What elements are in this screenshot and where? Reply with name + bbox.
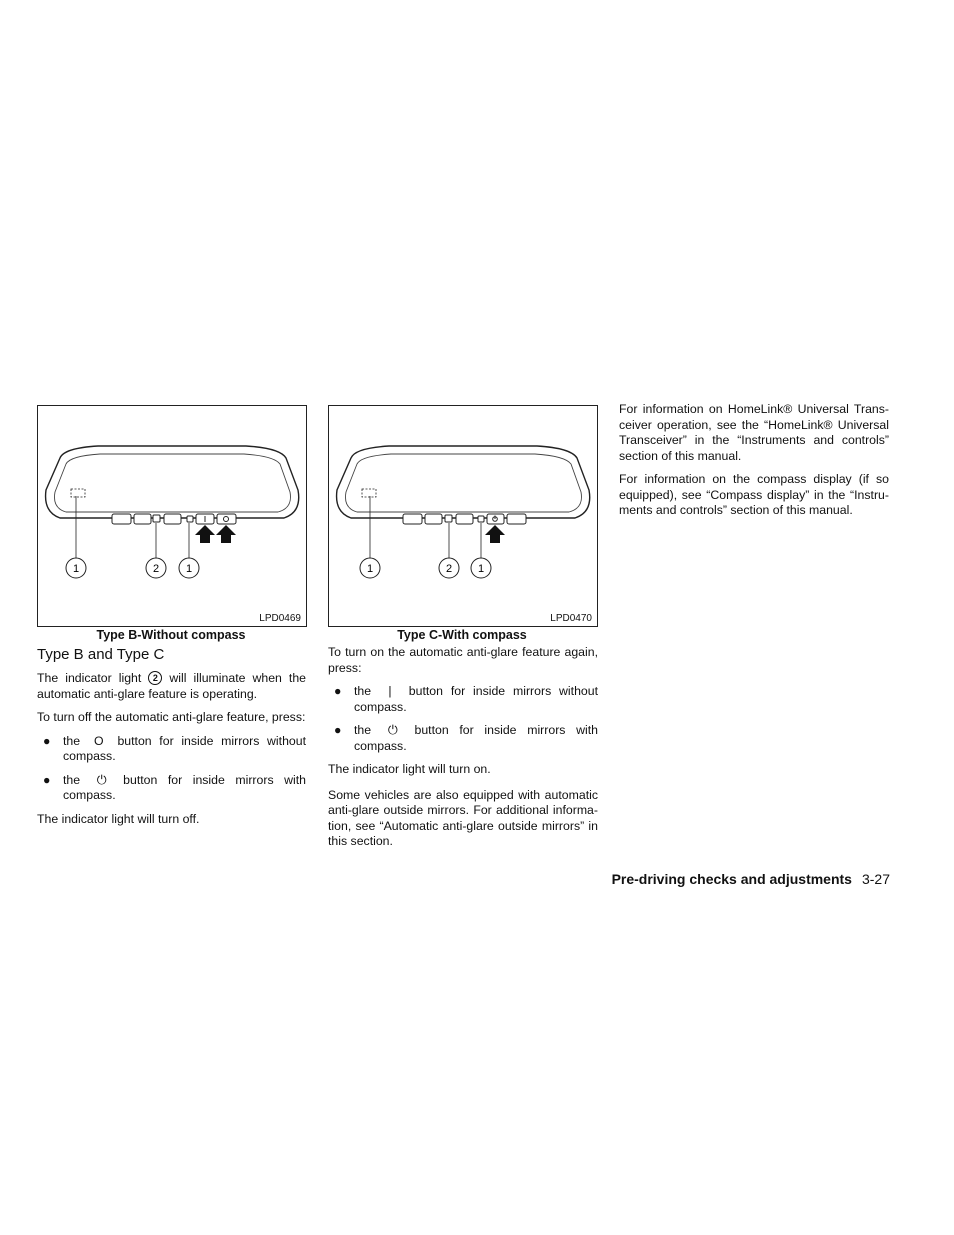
page-footer [612, 871, 890, 887]
bullet-icon: ● [43, 772, 51, 787]
left-column [37, 671, 306, 835]
list-item [37, 773, 306, 804]
bullet-icon: ● [334, 684, 342, 698]
figure-caption: Type C-With compass [397, 628, 527, 642]
paragraph: To turn off the automatic anti-glare feature, press: [37, 710, 306, 724]
right-column [619, 402, 889, 527]
paragraph-text: will illuminate when the automatic anti-glare feature is operating. [37, 671, 307, 701]
list-item-text: the [63, 772, 81, 787]
callout-label: 2 [152, 563, 160, 575]
paragraph: The indicator light will turn on. [328, 762, 491, 776]
list-item [328, 684, 598, 715]
list-item-text: button for inside mirrors without compass. [63, 733, 306, 763]
list-item-text: button for inside mirrors with compass. [63, 772, 306, 802]
bullet-icon: ● [43, 733, 51, 748]
power-button-icon: ⏻ [96, 772, 107, 787]
paragraph: To turn on the automatic anti-glare feature again, press: [328, 645, 598, 675]
paragraph: Some vehicles are also equipped with automatic anti-glare outside mirrors. For additional informa-tion, see “Automatic anti-glare outside mirrors” in this section. [328, 787, 598, 848]
figure-code: LPD0470 [550, 613, 592, 624]
paragraph [37, 671, 306, 702]
section-title: Pre-driving checks and adjustments [611, 871, 852, 887]
callout-label: 2 [445, 563, 453, 575]
list-item [37, 734, 306, 765]
callout-label: 1 [72, 563, 80, 575]
paragraph: For information on the compass display (if so equipped), see “Compass display” in the “Instru-ments and controls” section of this manual. [619, 472, 889, 517]
list-item-text: button for inside mirrors without compass. [354, 684, 599, 714]
page-number: 3-27 [861, 871, 890, 887]
list-item-text: the [63, 733, 81, 748]
bullet-icon: ● [334, 723, 342, 737]
middle-column [328, 645, 598, 858]
mirror-type-c-illustration [329, 406, 597, 626]
figure-type-b [37, 405, 307, 627]
paragraph: The indicator light will turn off. [37, 811, 200, 826]
callout-label: 1 [366, 563, 374, 575]
paragraph-text: The indicator light [37, 671, 142, 685]
off-button-symbol: O [93, 733, 104, 748]
power-button-icon: ⏻ [387, 723, 398, 737]
list-item-text: the [354, 723, 372, 737]
figure-caption: Type B-Without compass [96, 628, 246, 642]
figure-type-c [328, 405, 598, 627]
indicator-callout-2: 2 [148, 671, 162, 685]
callout-label: 1 [477, 563, 485, 575]
on-button-symbol: | [388, 684, 392, 698]
list-item-text: button for inside mirrors with compass. [354, 723, 598, 753]
paragraph: For information on HomeLink® Universal Trans-ceiver operation, see the “HomeLink® Universal Transceiver” in the “Instruments and controls” section of this manual. [619, 402, 889, 463]
mirror-type-b-illustration [38, 406, 306, 626]
list-item [328, 723, 598, 754]
callout-label: 1 [185, 563, 193, 575]
section-heading: Type B and Type C [37, 646, 165, 663]
list-item-text: the [354, 684, 372, 698]
figure-code: LPD0469 [259, 613, 301, 624]
